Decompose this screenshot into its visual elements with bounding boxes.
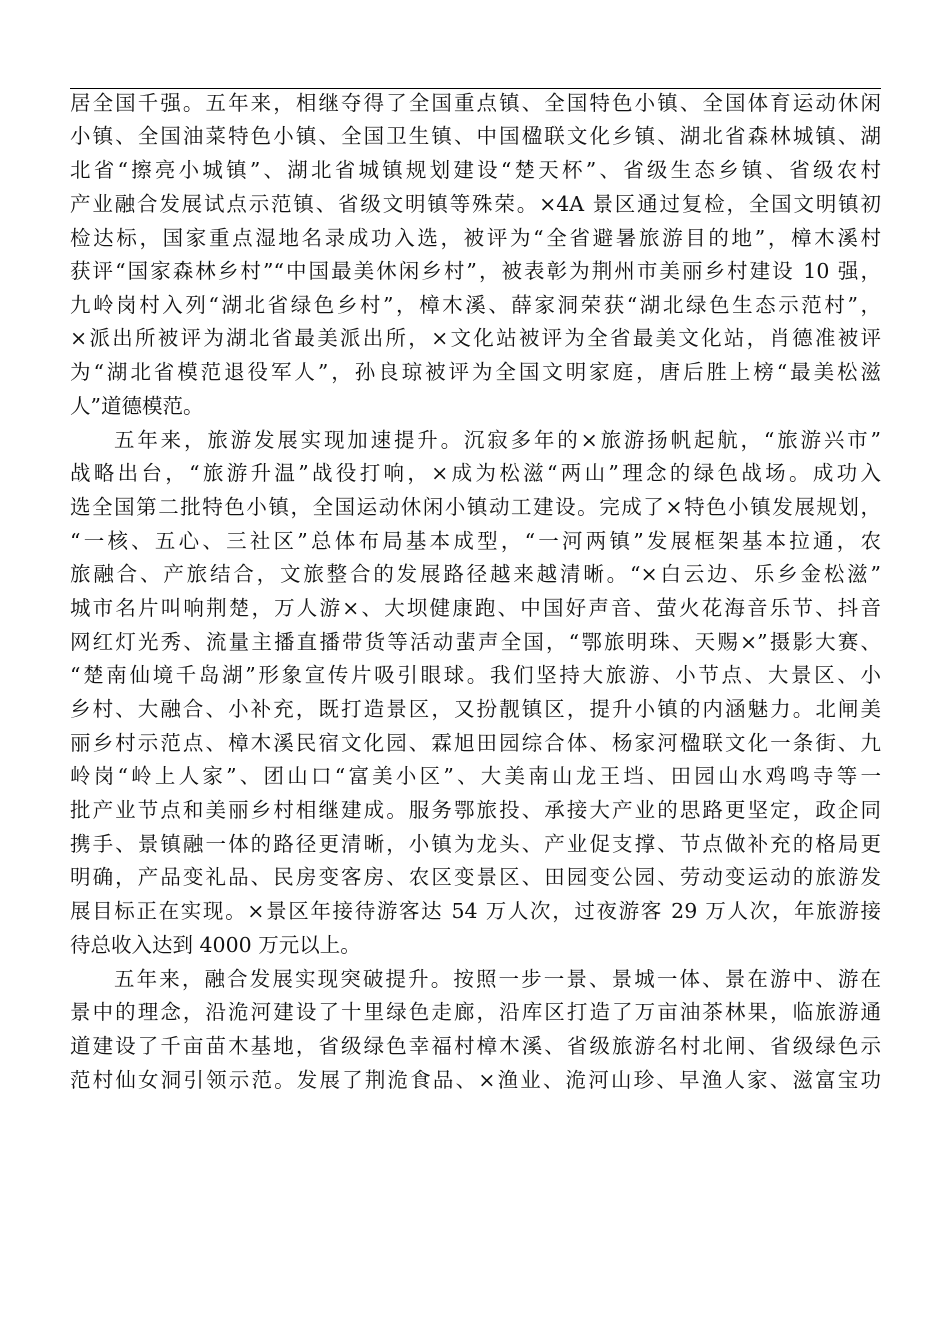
text-line: 待总收入达到 4000 万元以上。 <box>70 933 361 957</box>
text-line: 为“湖北省模范退役军人”，孙良琼被评为全国文明家庭，唐后胜上榜“最美松滋 <box>70 360 881 384</box>
text-line: 明确，产品变礼品、民房变客房、农区变景区、田园变公园、劳动变运动的旅游发 <box>70 865 881 889</box>
text-line: 批产业节点和美丽乡村相继建成。服务鄂旅投、承接大产业的思路更坚定，政企同 <box>70 798 881 822</box>
text-line: “一核、五心、三社区”总体布局基本成型，“一河两镇”发展框架基本拉通，农 <box>70 529 881 553</box>
text-line: “楚南仙境千岛湖”形象宣传片吸引眼球。我们坚持大旅游、小节点、大景区、小 <box>70 663 881 687</box>
text-line: 获评“国家森林乡村”“中国最美休闲乡村”，被表彰为荆州市美丽乡村建设 10 强， <box>70 259 881 283</box>
text-line: 乡村、大融合、小补充，既打造景区，又扮靓镇区，提升小镇的内涵魅力。北闸美 <box>70 697 881 721</box>
text-line: ×派出所被评为湖北省最美派出所，×文化站被评为全省最美文化站，肖德准被评 <box>70 326 881 350</box>
text-line: 检达标，国家重点湿地名录成功入选，被评为“全省避暑旅游目的地”，樟木溪村 <box>70 226 881 250</box>
text-line: 北省“擦亮小城镇”、湖北省城镇规划建设“楚天杯”、省级生态乡镇、省级农村 <box>70 158 881 182</box>
text-line: 岭岗“岭上人家”、团山口“富美小区”、大美南山龙王垱、田园山水鸡鸣寺等一 <box>70 764 881 788</box>
text-line: 选全国第二批特色小镇，全国运动休闲小镇动工建设。完成了×特色小镇发展规划， <box>70 495 881 519</box>
text-line: 旅融合、产旅结合，文旅整合的发展路径越来越清晰。“×白云边、乐乡金松滋” <box>70 562 881 586</box>
paragraph-first-line: 五年来，旅游发展实现加速提升。沉寂多年的×旅游扬帆起航，“旅游兴市” <box>114 428 881 452</box>
text-line: 携手、景镇融一体的路径更清晰，小镇为龙头、产业促支撑、节点做补充的格局更 <box>70 832 881 856</box>
text-line: 战略出台，“旅游升温”战役打响，×成为松滋“两山”理念的绿色战场。成功入 <box>70 461 881 485</box>
text-line: 小镇、全国油菜特色小镇、全国卫生镇、中国楹联文化乡镇、湖北省森林城镇、湖 <box>70 124 881 148</box>
text-line: 丽乡村示范点、樟木溪民宿文化园、霖旭田园综合体、杨家河楹联文化一条街、九 <box>70 731 881 755</box>
text-line: 产业融合发展试点示范镇、省级文明镇等殊荣。×4A 景区通过复检，全国文明镇初 <box>70 192 881 216</box>
text-line: 居全国千强。五年来，相继夺得了全国重点镇、全国特色小镇、全国体育运动休闲 <box>70 91 881 115</box>
text-line: 展目标正在实现。×景区年接待游客达 54 万人次，过夜游客 29 万人次，年旅游接 <box>70 899 881 923</box>
text-line: 城市名片叫响荆楚，万人游×、大坝健康跑、中国好声音、萤火花海音乐节、抖音 <box>70 596 881 620</box>
text-line: 九岭岗村入列“湖北省绿色乡村”，樟木溪、薛家洞荣获“湖北绿色生态示范村”， <box>70 293 881 317</box>
paragraph-first-line: 五年来，融合发展实现突破提升。按照一步一景、景城一体、景在游中、游在 <box>114 967 881 991</box>
text-line: 景中的理念，沿洈河建设了十里绿色走廊，沿库区打造了万亩油茶林果，临旅游通 <box>70 1000 881 1024</box>
text-line: 道建设了千亩苗木基地，省级绿色幸福村樟木溪、省级旅游名村北闸、省级绿色示 <box>70 1034 881 1058</box>
text-line: 人”道德模范。 <box>70 394 204 418</box>
text-line: 范村仙女洞引领示范。发展了荆洈食品、×渔业、洈河山珍、早渔人家、滋富宝功 <box>70 1068 881 1092</box>
text-line: 网红灯光秀、流量主播直播带货等活动蜚声全国，“鄂旅明珠、天赐×”摄影大赛、 <box>70 630 881 654</box>
